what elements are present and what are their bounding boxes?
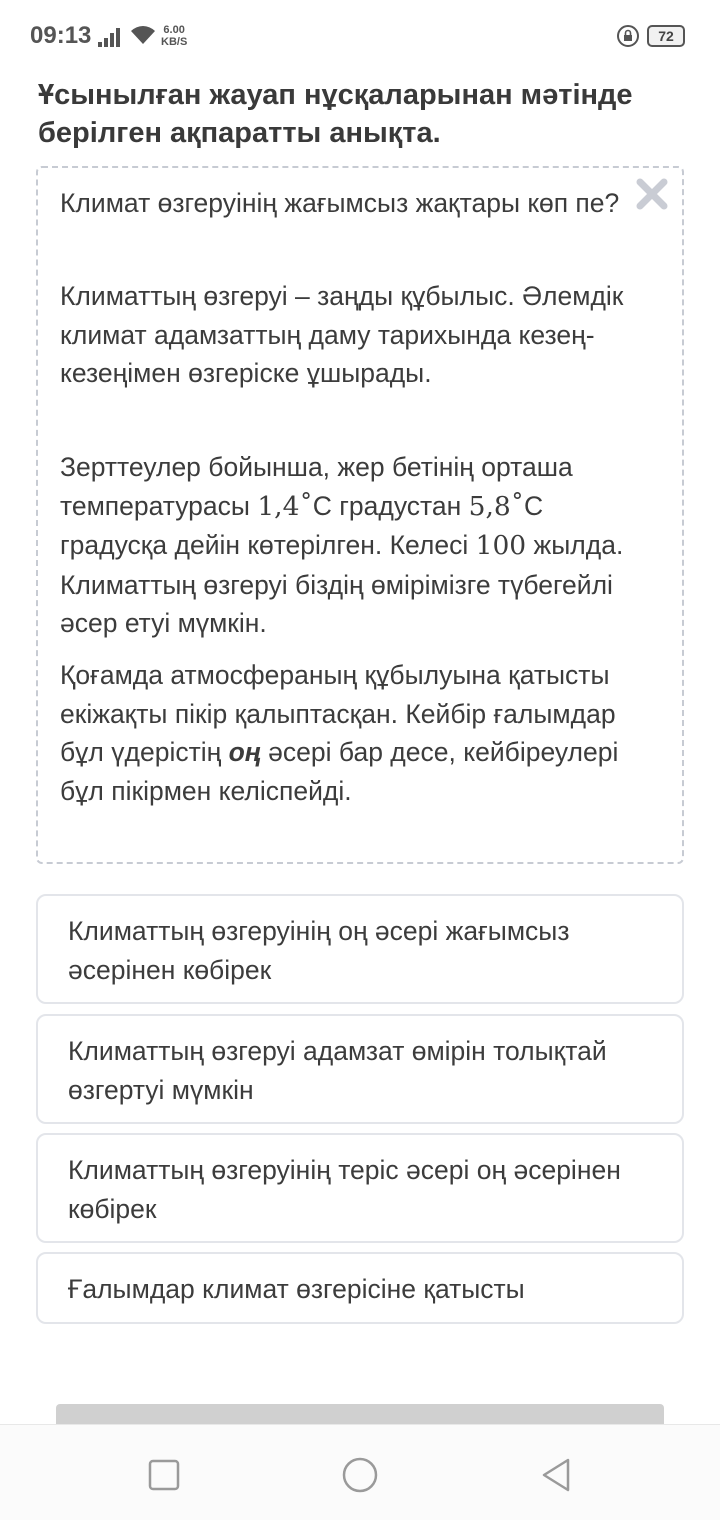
years-value: 100 <box>475 530 527 561</box>
status-time: 09:13 <box>30 22 92 49</box>
answer-option-label: Климаттың өзгеруінің теріс әсері оң әсерінен көбірек <box>68 1155 621 1224</box>
status-bar <box>0 0 720 72</box>
temperature-high: 5,8˚ <box>468 490 525 522</box>
network-speed <box>161 24 187 48</box>
p4-text-b: әсері бар десе, кейбіреулері бұл пікірмен келіспейді. <box>60 737 619 806</box>
question-title: Ұсынылған жауап нұсқаларынан мәтінде берілген ақпаратты анықта. <box>38 79 633 149</box>
passage-paragraph-2 <box>60 448 640 643</box>
circle-icon[interactable] <box>340 1455 380 1495</box>
lock-rotation-icon <box>616 24 640 48</box>
navigation-bar <box>0 1424 720 1520</box>
answer-option-1[interactable] <box>36 894 684 1004</box>
p3-text-a: Зерттеулер бойынша, жер бетінің орташа температурасы <box>60 452 573 521</box>
answer-option-label: Климаттың өзгеруі адамзат өмірін толықтай өзгертуі мүмкін <box>68 1036 607 1105</box>
passage-paragraph-3 <box>60 656 640 810</box>
reading-passage <box>36 166 684 864</box>
signal-icon <box>98 27 124 47</box>
p3-text-b: C градустан <box>312 490 469 521</box>
square-icon[interactable] <box>144 1455 184 1495</box>
answer-option-4[interactable] <box>36 1252 684 1324</box>
passage-paragraph-1: Климаттың өзгеруі – заңды құбылыс. Әлемдік климат адамзаттың даму тарихында кезең-кезеңімен өзгеріске ұшырады. <box>60 281 624 388</box>
p4-text-a: Қоғамда атмосфераның құбылуына қатысты екіжақты пікір қалыптасқан. Кейбір ғалымдар бұл үдерістің <box>60 660 616 767</box>
network-speed-unit: KB/S <box>161 36 188 48</box>
emphasized-word: оң <box>228 737 261 767</box>
battery-indicator: 72 <box>647 25 685 47</box>
answer-option-2[interactable] <box>36 1014 684 1124</box>
temperature-low: 1,4˚ <box>257 490 313 522</box>
answer-option-label: Ғалымдар климат өзгерісіне қатысты <box>68 1274 525 1304</box>
answer-option-label: Климаттың өзгеруінің оң әсері жағымсыз әсерінен көбірек <box>68 916 570 985</box>
passage-heading: Климат өзгеруінің жағымсыз жақтары көп пе? <box>60 188 620 218</box>
network-speed-value: 6.00 <box>163 24 185 36</box>
p3-text-d: жылда. Климаттың өзгеруі біздің өмірімізге түбегейлі әсер етуі мүмкін. <box>60 530 624 638</box>
wifi-icon <box>130 24 156 46</box>
triangle-back-icon[interactable] <box>536 1455 576 1495</box>
p3-text-c: C градусқа дейін көтерілген. Келесі <box>60 490 544 560</box>
answer-option-3[interactable] <box>36 1133 684 1243</box>
